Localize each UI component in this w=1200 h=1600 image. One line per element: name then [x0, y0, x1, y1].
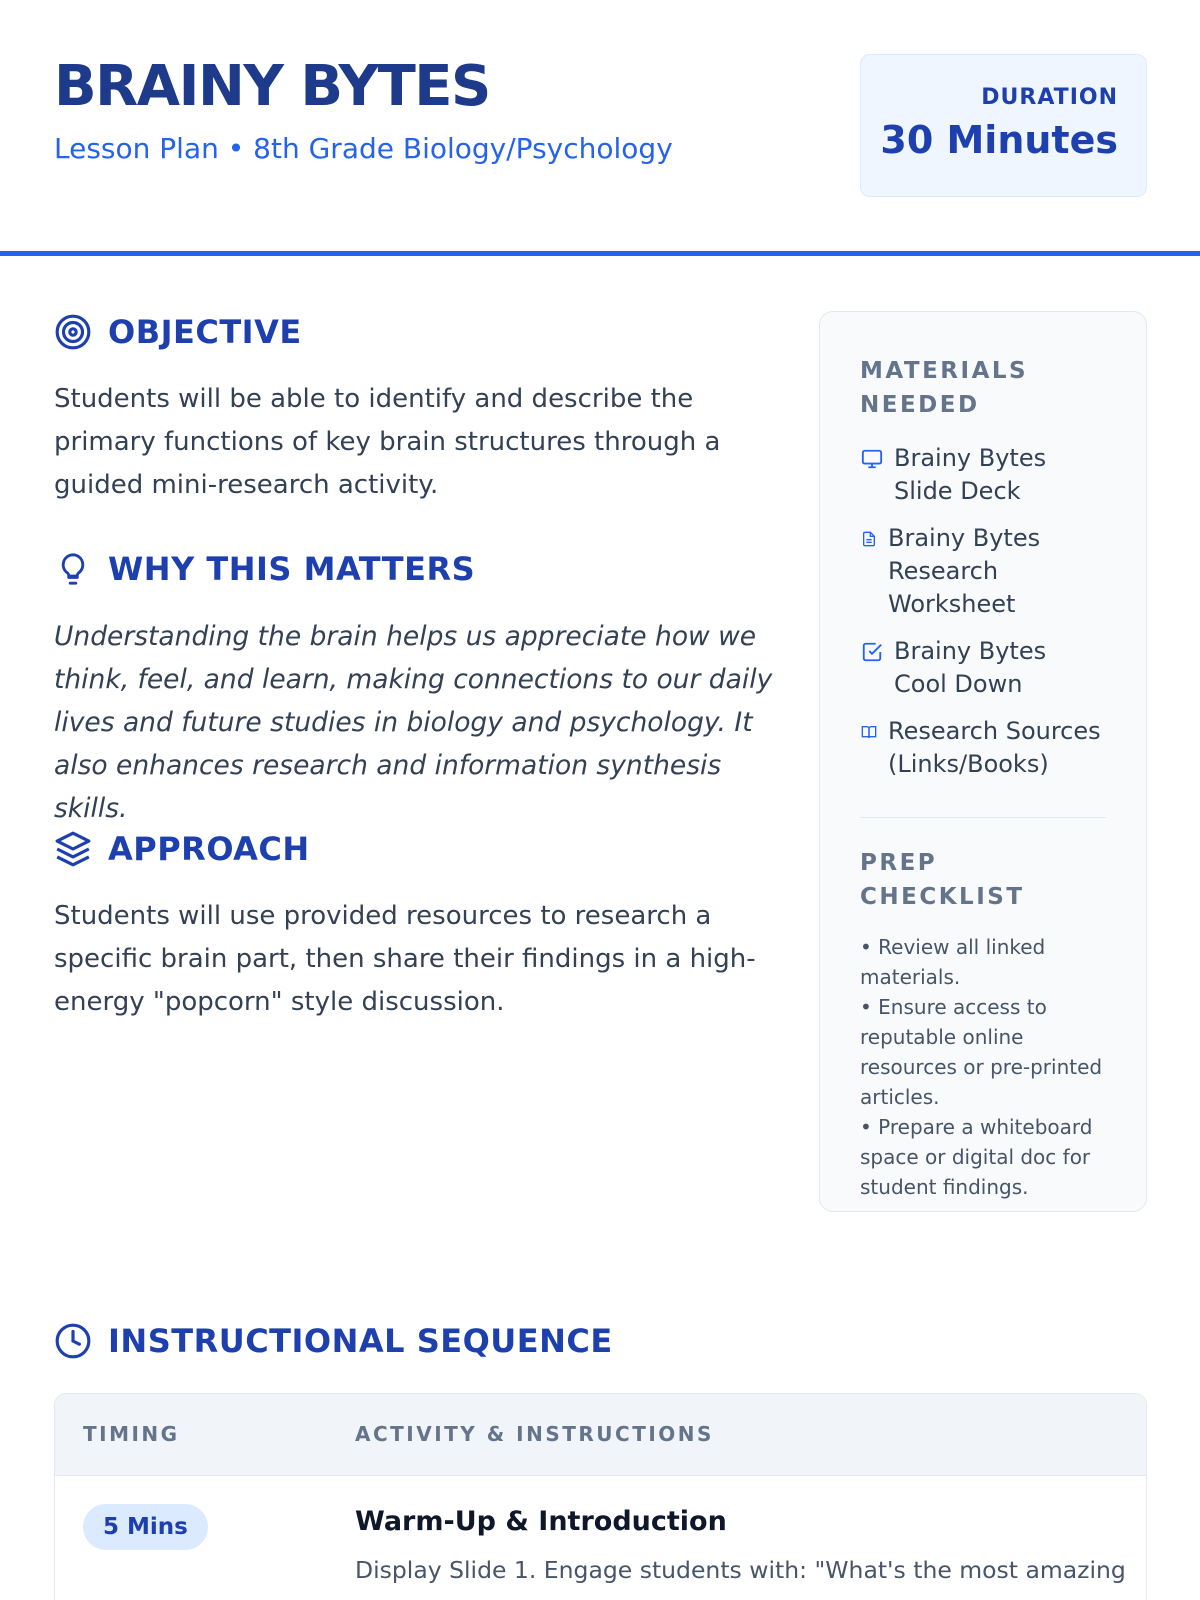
material-item	[860, 635, 1106, 701]
table-row	[55, 1476, 1146, 1600]
why-text: Understanding the brain helps us appreciate how we think, feel, and learn, making connections to our daily lives and future studies in biology and psychology. It also enhances research and information synthesis skills.	[54, 621, 773, 824]
target-icon	[54, 313, 92, 351]
header	[0, 0, 1200, 256]
prep-checklist	[860, 932, 1106, 1202]
col-activity: ACTIVITY & INSTRUCTIONS	[355, 1422, 714, 1446]
approach-title: APPROACH	[108, 830, 310, 868]
clock-icon	[54, 1322, 92, 1360]
duration-label: DURATION	[981, 85, 1118, 110]
timing-badge: 5 Mins	[83, 1504, 208, 1550]
table-header	[55, 1394, 1146, 1476]
why-heading	[54, 550, 475, 588]
layers-icon	[54, 830, 92, 868]
lightbulb-icon	[54, 550, 92, 588]
sequence-title: INSTRUCTIONAL SEQUENCE	[108, 1322, 613, 1360]
material-label: Research Sources (Links/Books)	[888, 717, 1101, 778]
activity-title: Warm-Up & Introduction	[355, 1506, 727, 1537]
page-title: BRAINY BYTES	[54, 54, 490, 119]
col-timing: TIMING	[83, 1422, 180, 1446]
duration-value: 30 Minutes	[880, 118, 1118, 162]
material-label: Brainy Bytes Research Worksheet	[888, 524, 1041, 618]
book-icon	[860, 720, 878, 744]
prep-title: PREP CHECKLIST	[860, 850, 1025, 910]
material-item	[860, 715, 1106, 781]
sequence-table	[54, 1393, 1147, 1600]
activity-desc: Display Slide 1. Engage students with: "What's the most amazing	[355, 1556, 1126, 1584]
materials-list	[860, 442, 1106, 781]
material-label: Brainy Bytes Cool Down	[894, 637, 1047, 698]
objective-heading	[54, 313, 302, 351]
why-title: WHY THIS MATTERS	[108, 550, 476, 588]
material-item	[860, 522, 1106, 621]
monitor-icon	[860, 447, 884, 471]
prep-item: • Prepare a whiteboard space or digital doc for student findings.	[860, 1115, 1093, 1199]
sidebar	[819, 311, 1147, 1212]
prep-item: • Ensure access to reputable online resources or pre-printed articles.	[860, 995, 1103, 1109]
objective-title: OBJECTIVE	[108, 313, 302, 351]
prep-item: • Review all linked materials.	[860, 935, 1046, 989]
document-icon	[860, 527, 878, 551]
approach-text: Students will use provided resources to research a specific brain part, then share their findings in a high-energy "popcorn" style discussion.	[54, 901, 756, 1017]
approach-heading	[54, 830, 310, 868]
material-item	[860, 442, 1106, 508]
sidebar-divider	[860, 817, 1106, 818]
materials-title: MATERIALS NEEDED	[860, 358, 1029, 418]
sequence-heading	[54, 1322, 613, 1360]
material-label: Brainy Bytes Slide Deck	[894, 444, 1047, 505]
objective-text: Students will be able to identify and describe the primary functions of key brain structures through a guided mini-research activity.	[54, 384, 721, 500]
duration-card	[860, 54, 1147, 197]
checkbox-icon	[860, 640, 884, 664]
page-subtitle: Lesson Plan • 8th Grade Biology/Psychology	[54, 132, 673, 165]
